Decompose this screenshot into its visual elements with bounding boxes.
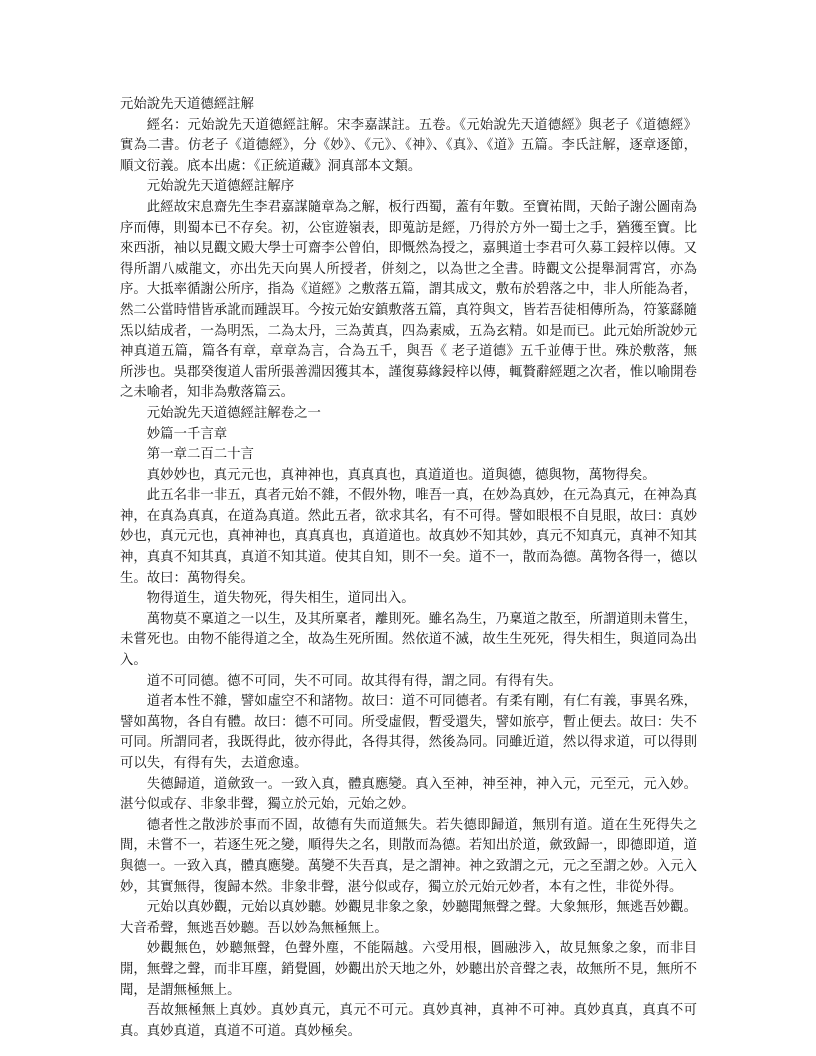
commentary-paragraph: 德者性之散涉於事而不固，故德有失而道無失。若失德即歸道，無別有道。道在生死得失之間，未嘗不一，若逐生死之變，順得失之名，則散而為德。若知出於道，歛致歸一，即德即道，道與德一。一致入真，體真應變。萬變不失吾真，是之謂神。神之致謂之元，元之至謂之妙。入元入妙，其實無得，復歸本然。非象非聲，湛兮似或存，獨立於元始元妙者，本有之性，非從外得。 (120, 817, 697, 895)
scripture-verse: 吾故無極無上真妙。真妙真元，真元不可元。真妙真神，真神不可神。真妙真真，真真不可真。真妙真道，真道不可道。真妙極矣。 (120, 1003, 697, 1039)
bibliographic-note: 經名：元始說先天道德經註解。宋李嘉謀註。五卷。《元始說先天道德經》與老子《道德經》實為二書。仿老子《道德經》，分《妙》、《元》、《神》、《真》、《道》五篇。李氏註解，逐章逐節，順文衍義。底本出處：《正統道藏》洞真部本文類。 (120, 117, 697, 174)
preface-body: 此經故宋息齋先生李君嘉謀隨章為之解，板行西蜀，蓋有年數。至寶祐間，天飴子謝公圖南為序而傳，則蜀本已不存矣。初，公宦遊嶺表，即蒐訪是經，乃得於方外一蜀士之手，猶獲至寶。比來西浙，袖以見觀文殿大學士可齋李公曾伯，即慨然為授之，嘉興道士李君可久募工鋟梓以傳。又得所謂八威龍文，亦出先天向異人所授者，併刻之，以為世之全書。時觀文公提舉洞霄宮，亦為序。大抵率循謝公所序，指為《道經》之敷落五篇，謂其成文，敷布於碧落之中，非人所能為者，然二公當時惜皆承訛而踵誤耳。今按元始安鎮敷落五篇，真符與文，皆若吾徒相傳所為，符篆繇隨炁以結成者，一為明炁，二為太丹，三為黃真，四為素威，五為玄精。如是而已。此元始所說妙元神真道五篇，篇各有章，章章為言，合為五千，與吾《 老子道德》五千並傳于世。殊於敷落，無所涉也。吳郡癸復道人雷所張善淵因獲其本，謹復募緣鋟梓以傳，輒贅辭經題之次者，惟以喻開卷之未喻者，知非為敷落篇云。 (120, 199, 697, 401)
document-title: 元始說先天道德經註解 (120, 97, 254, 112)
commentary-paragraph: 妙觀無色，妙聽無聲，色聲外塵，不能隔越。六受用根，圓融涉入，故見無象之象，而非目開，無聲之聲，而非耳塵，銷覺圓，妙觀出於天地之外，妙聽出於音聲之表，故無所不見，無所不聞，是謂無極無上。 (120, 941, 697, 998)
scripture-verse: 物得道生，道失物死，得失相生，道同出入。 (146, 591, 415, 607)
preface-title: 元始說先天道德經註解序 (146, 179, 295, 195)
commentary-paragraph: 此五名非一非五，真者元始不雜，不假外物，唯吾一真，在妙為真妙，在元為真元，在神為真神，在真為真真，在道為真道。然此五者，欲求其名，有不可得。譬如眼根不自見眼，故曰：真妙妙也，真元元也，真神神也，真真真也，真道道也。故真妙不知其妙，真元不知真元，真神不知其神，真真不知其真，真道不知其道。使其自知，則不一矣。道不一，散而為德。萬物各得一，德以生。故曰：萬物得矣。 (120, 488, 697, 586)
scripture-verse: 元始以真妙觀，元始以真妙聽。妙觀見非象之象，妙聽聞無聲之聲。大象無形，無逃吾妙觀。大音希聲，無逃吾妙聽。吾以妙為無極無上。 (120, 900, 697, 936)
document-page (120, 95, 697, 1042)
chapter-title: 第一章二百二十言 (146, 447, 254, 463)
scripture-verse: 道不可同德。德不可同，失不可同。故其得有得，謂之同。有得有失。 (146, 673, 562, 689)
scripture-verse: 真妙妙也，真元元也，真神神也，真真真也，真道道也。道與德，德與物，萬物得矣。 (146, 467, 656, 483)
commentary-paragraph: 萬物莫不稟道之一以生，及其所稟者，離則死。雖名為生，乃稟道之散至，所謂道則未嘗生，未嘗死也。由物不能得道之全，故為生死所囿。然依道不滅，故生生死死，得失相生，與道同為出入。 (120, 611, 697, 669)
volume-title: 元始說先天道德經註解卷之一 (146, 405, 321, 421)
section-title: 妙篇一千言章 (146, 426, 228, 442)
scripture-verse: 失德歸道，道歛致一。一致入真，體真應變。真入至神，神至神，神入元，元至元，元入妙。湛兮似或存、非象非聲，獨立於元始，元始之妙。 (120, 776, 697, 813)
commentary-paragraph: 道者本性不雜，譬如虛空不和諸物。故曰：道不可同德者。有柔有剛，有仁有義，事異名殊，譬如萬物，各自有體。故曰：德不可同。所受虛假，暫受還失，譬如旅亭，暫止便去。故曰：失不可同。所謂同者，我既得此，彼亦得此，各得其得，然後為同。同雖近道，然以得求道，可以得則可以失，有得有失，去道愈遠。 (120, 694, 697, 771)
